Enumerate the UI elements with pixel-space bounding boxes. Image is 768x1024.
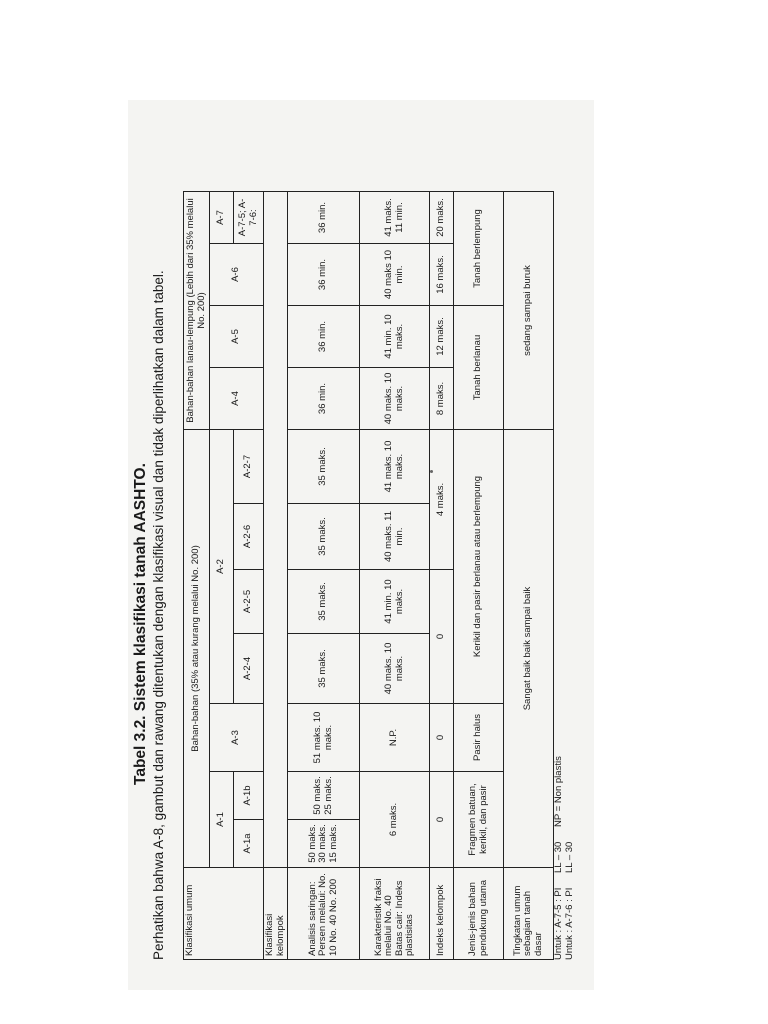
material-a3: Pasir halus — [454, 704, 504, 772]
fraction-a6: 40 maks 10 min. — [360, 244, 430, 306]
index-a2-4-5: 0 — [430, 570, 454, 704]
sieve-a3: 51 maks. 10 maks. — [288, 704, 360, 772]
index-a4: 8 maks. — [430, 368, 454, 430]
sieve-a1b: 50 maks. 25 maks. — [288, 772, 360, 820]
footnote-np: NP = Non plastis — [553, 756, 564, 828]
sieve-a2-5: 35 maks. — [288, 570, 360, 634]
fraction-a3: N.P. — [360, 704, 430, 772]
aashto-table — [183, 191, 554, 960]
granular-header: Bahan-bahan (35% atau kurang melalui No. 200) — [184, 430, 210, 868]
sieve-analysis-label: Analisis saringan: Persen melalui: No. 10 No. 40 No. 200 — [288, 868, 360, 960]
index-a7: 20 maks. — [430, 192, 454, 244]
sieve-a2-6: 35 maks. — [288, 504, 360, 570]
group-a3: A-3 — [210, 704, 264, 772]
index-a5: 12 maks. — [430, 306, 454, 368]
footnote-ll-2: LL – 30 — [564, 841, 576, 874]
group-a6: A-6 — [210, 244, 264, 306]
material-a2: Kerikil dan pasir berlanau atau berlempung — [454, 430, 504, 704]
footnotes — [553, 756, 576, 960]
sieve-a2-7: 35 maks. — [288, 430, 360, 504]
group-a7: A-7 — [210, 192, 234, 244]
fraction-a1: 6 maks. — [360, 772, 430, 868]
fraction-a4: 40 maks. 10 maks. — [360, 368, 430, 430]
index-a3: 0 — [430, 704, 454, 772]
fraction-label: Karakteristik fraksi melalui No. 40 Batas cair: Indeks plastisitas — [360, 868, 430, 960]
index-a2-6-7: 4 maks. — [430, 430, 454, 570]
index-a6: 16 maks. — [430, 244, 454, 306]
group-a2: A-2 — [210, 430, 234, 704]
group-a2-4: A-2-4 — [234, 634, 264, 704]
rating-label: Tingkatan umum sebagian tanah dasar — [504, 868, 554, 960]
material-silt: Tanah berlanau — [454, 306, 504, 430]
material-a1: Fragmen batuan, kerikil, dan pasir — [454, 772, 504, 868]
fraction-a5: 41 min. 10 maks. — [360, 306, 430, 368]
group-a2-6: A-2-6 — [234, 504, 264, 570]
intro-text: Perhatikan bahwa A-8, gambut dan rawang ditentukan dengan klasifikasi visual dan tidak diperlihatkan dalam tabel. — [151, 270, 166, 960]
sieve-a7: 36 min. — [288, 192, 360, 244]
group-classification-label: Klasifikasi kelompok — [264, 868, 288, 960]
material-clay: Tanah berlempung — [454, 192, 504, 306]
general-classification-label: Klasifikasi umum — [184, 868, 264, 960]
rotated-page — [128, 100, 594, 990]
group-a2-7: A-2-7 — [234, 430, 264, 504]
group-a2-5: A-2-5 — [234, 570, 264, 634]
group-a1: A-1 — [210, 772, 234, 868]
sieve-a1a: 50 maks. 30 maks. 15 maks. — [288, 820, 360, 868]
group-a1b: A-1b — [234, 772, 264, 820]
sieve-a2-4: 35 maks. — [288, 634, 360, 704]
group-a4: A-4 — [210, 368, 264, 430]
fraction-a2-7: 41 maks. 10 maks. — [360, 430, 430, 504]
fraction-a2-4: 40 maks. 10 maks. — [360, 634, 430, 704]
rating-granular: Sangat baik baik sampai baik — [504, 430, 554, 868]
group-a1a: A-1a — [234, 820, 264, 868]
sieve-a4: 36 min. — [288, 368, 360, 430]
fraction-a2-5: 41 min. 10 maks. — [360, 570, 430, 634]
group-a5: A-5 — [210, 306, 264, 368]
table-title: Tabel 3.2. Sistem klasifikasi tanah AASHTO. — [132, 463, 149, 785]
material-label: Jenis-jenis bahan pendukung utama — [454, 868, 504, 960]
sieve-a5: 36 min. — [288, 306, 360, 368]
fraction-a2-6: 40 maks. 11 min. — [360, 504, 430, 570]
scan-speck — [430, 470, 433, 473]
group-label-spacer — [264, 192, 288, 868]
fraction-a7: 41 maks. 11 min. — [360, 192, 430, 244]
group-a7-sub: A-7-5; A-7-6: — [234, 192, 264, 244]
silt-clay-header: Bahan-bahan lanau-lempung (Lebih dari 35% melalui No. 200) — [184, 192, 210, 430]
footnote-a7-5: Untuk : A-7-5 : PI — [553, 887, 564, 960]
footnote-line-2 — [564, 756, 575, 960]
footnote-line-1 — [553, 756, 564, 960]
index-a1: 0 — [430, 772, 454, 868]
group-index-label: Indeks kelompok — [430, 868, 454, 960]
footnote-a7-6: Untuk : A-7-6 : PI — [564, 887, 576, 960]
rating-silt-clay: sedang sampai buruk — [504, 192, 554, 430]
sieve-a6: 36 min. — [288, 244, 360, 306]
footnote-ll-1: LL – 30 — [553, 841, 564, 874]
